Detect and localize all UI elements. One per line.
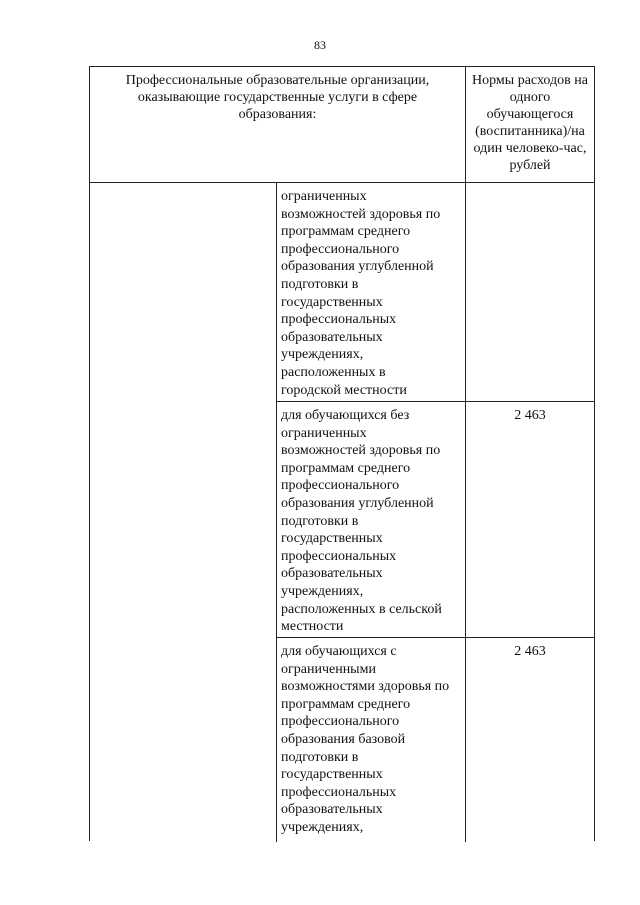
table-row xyxy=(277,638,594,842)
norms-table xyxy=(89,66,595,841)
row-value: 2 463 xyxy=(514,408,546,423)
row-description: для обучающихся без ограниченных возможностей здоровья по программам среднего профессионального образования углубленной подготовки в государственных профессиональных образовательных учреждениях, расположенных в сельской местности xyxy=(277,402,466,637)
row-value xyxy=(466,183,594,401)
organization-name-cell xyxy=(90,183,277,842)
page-number: 83 xyxy=(314,38,326,52)
row-description: ограниченных возможностей здоровья по программам среднего профессионального образования углубленной подготовки в государственных профессиональных образовательных учреждениях, расположенных в городской местности xyxy=(277,183,466,401)
header-norms-cell: Нормы расходов на одного обучающегося (воспитанника)/на один человеко-час, рублей xyxy=(472,73,588,173)
table-row xyxy=(277,183,594,402)
table-header-row xyxy=(90,67,594,183)
row-value: 2 463 xyxy=(514,644,546,659)
header-organizations-cell: Профессиональные образовательные организации, оказывающие государственные услуги в сфере образования: xyxy=(90,67,466,183)
row-description: для обучающихся с ограниченными возможностями здоровья по программам среднего профессионального образования базовой подготовки в государственных профессиональных образовательных учреждениях, xyxy=(277,638,466,842)
table-row xyxy=(277,402,594,638)
